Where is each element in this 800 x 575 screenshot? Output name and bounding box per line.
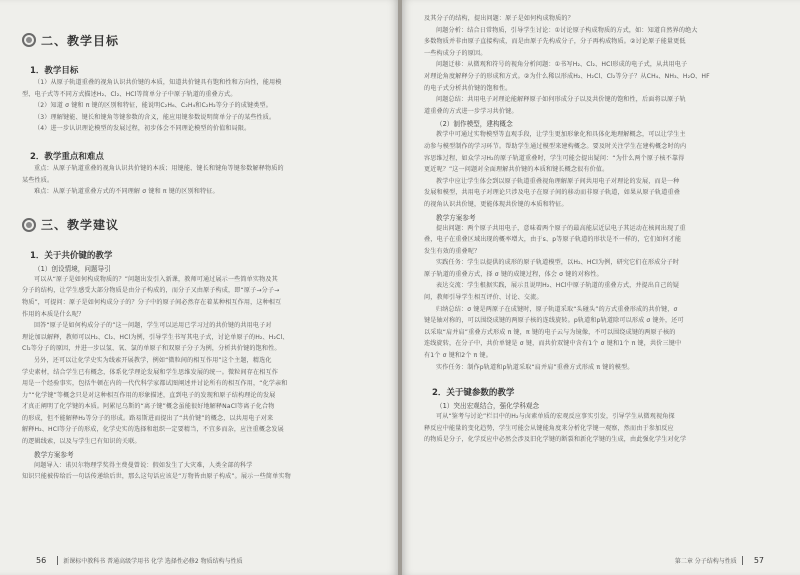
right-page: [402, 0, 800, 575]
paragraph: 发生有效的重叠呢？: [424, 247, 481, 255]
paragraph: Cl₂等分子的原因，并进一步以氢、氧、氯的单原子和双原子分子为例，分析共价键的饱和性。: [22, 345, 281, 353]
paragraph: 可从“鉴考与讨论”栏目中的H₂与卤素单质的宏观反应事实引发，引导学生从微观视角探: [436, 413, 675, 421]
paragraph: 释反应中能量的变化趋势，学生可能会从键能角度来分析化学键一观察，然而由于参加反应: [424, 424, 674, 432]
paragraph: （1）从原子轨道重叠的视角认识共价键的本质，知道共价键具有饱和性和方向性，能用模: [34, 79, 282, 86]
paragraph: 归纳总结：σ 键是两原子在成键时，原子轨道采取“头碰头”的方式重叠形成的共价键，σ: [436, 305, 678, 313]
paragraph: 表达交流：学生根据实践，展示且说明H₂、HCl中原子轨道的重叠方式，并提出自己的疑: [436, 282, 680, 290]
subheading-reference: 教学方案参考: [34, 450, 74, 459]
paragraph: 问题总结：共用电子对理论能解释原子如何形成分子以及共价键的饱和性，后面将以原子轨: [436, 96, 686, 104]
section-title: 三、教学建议: [41, 218, 120, 233]
paragraph: 多数物质并非由原子直接构成，而是由原子先构成分子，分子再构成物质。②讨论原子能量更低: [424, 38, 686, 46]
section-bullet-icon: [22, 218, 36, 232]
paragraph: 问题导入：诺贝尔物理学奖得主费曼曾说：假如发生了大灾难，人类全部的科学: [34, 461, 253, 469]
footer-text: 第二章 分子结构与性质: [674, 558, 737, 565]
left-footer: [30, 556, 243, 565]
paragraph: （2）知道 σ 键和 π 键的区别和特征，能说明C₂H₆、C₂H₄和C₂H₂等分子的成键类型。: [34, 102, 272, 110]
paragraph: 以采取“肩并肩”重叠方式形成 π 键，π 键的电子云与为镜像，不可以围绕成键的两原子核的: [424, 328, 676, 336]
paragraph: 及其分子的结构，提出问题：原子是如何构成物质的？: [424, 15, 574, 22]
subheading-situation: （1）创设情境，问题导引: [34, 264, 111, 273]
paragraph: 问题迁移：从微观和符号的视角分析问题：①书写H₂、Cl₂、HCl形成的电子式，从共用电子: [436, 61, 688, 69]
paragraph: 原子轨道的重叠方式，择 σ 键的成键过程，体会 σ 键的对称性。: [424, 270, 603, 278]
paragraph: 的形成，但不能解释H₂等分子的形成。路易斯进而提出了“共价键”的概念，以共用电子对来: [22, 414, 274, 422]
paragraph: 理论加以解释，教师可以H₂、Cl₂、HCl为例，引导学生书写其电子式，讨论单原子的H₂、H₂Cl、: [22, 333, 289, 341]
paragraph: 教学中应让学生体会到以原子轨道重叠视角理解原子间共用电子对理论的发展，而是一种: [436, 177, 680, 185]
paragraph: 实作任务：制作p轨道和p轨道采取“肩并肩”重叠方式形成 π 键的模型。: [436, 363, 634, 371]
subheading-reference: 教学方案参考: [436, 213, 476, 222]
paragraph: 分子的结构，让学生感受大部分物质是由分子构成的，而分子又由原子构成，即“原子→分子→: [22, 287, 280, 295]
section-heading-objectives: [22, 30, 380, 50]
left-page: [0, 0, 398, 575]
paragraph: 容思维过程，如众学习H₂的原子轨道重叠时，学生可能会提出疑问：“为什么两个原子核不靠得: [424, 154, 685, 162]
paragraph: 道重叠的方式进一步学习共价键。: [424, 107, 518, 115]
paragraph: （3）理解键能、键长和键角等键参数的含义，能应用键参数说明简单分子的某些性质。: [34, 113, 276, 121]
paragraph: 动参与模型制作的学习环节。帮助学生通过模型来建构概念。要及时关注学生在建构概念时的内: [424, 142, 687, 150]
paragraph: 问题分析：结合日常物质，引导学生讨论：①讨论原子构成物质的方式，如：知道自然界的绝大: [436, 26, 698, 34]
paragraph: 回答“原子是如何构成分子的”这一问题，学生可以运用已学习过的共价键的共用电子对: [34, 322, 272, 330]
subheading-focus: 2．教学重点和难点: [30, 151, 104, 162]
paragraph: 学史素材，结合学生已有概念，体系化学理论发展和学生思维发展的统一。微粒间存在相互作: [22, 368, 278, 376]
subheading-objectives: 1．教学目标: [30, 66, 79, 76]
paragraph: 实践任务：学生以提供的成形的原子轨道模型，以H₂、HCl为例，研究它们在形成分子时: [436, 259, 680, 267]
paragraph: 的物质是分子，化学反应中必然会涉及旧化学键的断裂和新化学键的生成，由此强化学生对化学: [424, 436, 687, 444]
subheading-covalent: 1．关于共价键的教学: [30, 250, 113, 261]
paragraph: 另外，还可以让化学史实为线索开展教学，例如“微粒间的相互作用”这个主题，精选化: [34, 356, 272, 364]
left-page-content: [22, 28, 380, 484]
paragraph: 可以从“原子是如何构成物质的？”问题出发引入新课，教师可通过展示一些简单实物及其: [34, 275, 278, 283]
section-bullet-icon: [22, 33, 36, 47]
paragraph: 某些性质。: [22, 176, 54, 184]
paragraph: 解释H₂、HCl等分子的形成，化学史实的选择和组织一定要精当，不宜多而杂，应注重概念发展: [22, 426, 284, 434]
page-number: 56: [36, 556, 47, 565]
paragraph: 用是一个经验事实，包括牛顿在内的一代代科学家都试图阐述并讨论所有的相互作用，“化学亲和: [22, 380, 288, 388]
paragraph: 更近呢？”这一问题对全面理解共价键的本质和键长概念很有价值。: [424, 166, 609, 174]
paragraph: 难点：从原子轨道重叠方式的不同理解 σ 键和 π 键的区别和特征。: [34, 188, 219, 196]
paragraph: 有1个 σ 键和2个 π 键。: [424, 352, 492, 360]
paragraph: 重点：从原子轨道重叠的视角认识共价键的本质；用键能、键长和键角等键参数解释物质的: [34, 164, 284, 172]
paragraph: 发展和模型，共用电子对理论只涉及电子在原子间的移动而非原子轨道，如果从原子轨道重叠: [424, 189, 680, 197]
subheading-model: （2）制作模型，建构概念: [436, 120, 513, 129]
right-footer: [675, 556, 770, 565]
paragraph: 作用的本质是什么呢？: [22, 310, 85, 318]
paragraph: 一些构成分子的原因。: [424, 49, 487, 57]
paragraph: 的电子式分析共价键的饱和性。: [424, 84, 512, 92]
paragraph: 型、电子式等不同方式描述H₂、Cl₂、HCl等简单分子中原子轨道的重叠方式。: [22, 90, 237, 98]
section-title: 二、教学目标: [41, 33, 120, 48]
paragraph: 知识只能被传给后一句话传递给后世，那么这句话应该是“万物皆由原子构成”。展示一些简单实物: [22, 473, 291, 481]
paragraph: 连线旋转，在分子中，共价单键是 σ 键，而共价双键中含有1个 σ 键和1个 π 键，共价三键中: [424, 340, 682, 348]
paragraph: （4）进一步认识理论模型的发展过程，初步体会不同理论模型的价值和局限。: [34, 125, 251, 133]
page-number: 57: [753, 556, 764, 565]
paragraph: 力”“化学键”等概念只是对这种相互作用的形象描述，直到电子的发现和原子结构理论的发展: [22, 391, 276, 399]
paragraph: 才真正阐明了化学键的本质。阿累尼乌斯的“离子键”概念虽能很好地解释NaCl等离子化合物: [22, 403, 275, 411]
paragraph: 对理论角度解释分子的形成和方式。②为什么稀以形成H₂、H₂Cl、Cl₂等分子？从CH₄、NH₃、H₂O、HF: [424, 72, 710, 80]
subheading-macro: （1）突出宏观结合，强化学科观念: [436, 402, 540, 411]
paragraph: 的逻辑线索，以及与学生已有知识的关联。: [22, 438, 141, 446]
paragraph: 教学中可通过实物模型等直观手段，让学生更加形象化和具体化地理解概念，可以让学生主: [436, 131, 686, 139]
paragraph: 的视角认识共价键，更能体现共价键的本质和特征。: [424, 200, 568, 208]
right-page-content: [424, 14, 780, 447]
section-heading-suggestions: [22, 215, 380, 235]
paragraph: 叠，电子在重叠区域出现的概率增大，由于s、p等原子轨道的形状是不一样的，它们如何才能: [424, 236, 682, 244]
subheading-bond-parameters: 2．关于键参数的教学: [432, 388, 515, 399]
footer-text: 新课标中教科书 普通高级学用书 化学 选择性必修2 物质结构与性质: [63, 558, 243, 565]
paragraph: 提出问题：两个原子共用电子，意味着两个原子的最高能层近层电子其运动在核间出现了重: [436, 224, 686, 232]
paragraph: 键是轴对称的，可以围绕成键的两原子核的连线旋转。p轨道和p轨道除可以形成 σ 键外，还可: [424, 317, 684, 325]
paragraph: 物质”，可提问：原子是如何构成分子的？分子中的原子间必然存在着某种相互作用，这种相互: [22, 298, 282, 306]
paragraph: 问，教师引导学生相互评价、讨论、交流。: [424, 294, 543, 302]
